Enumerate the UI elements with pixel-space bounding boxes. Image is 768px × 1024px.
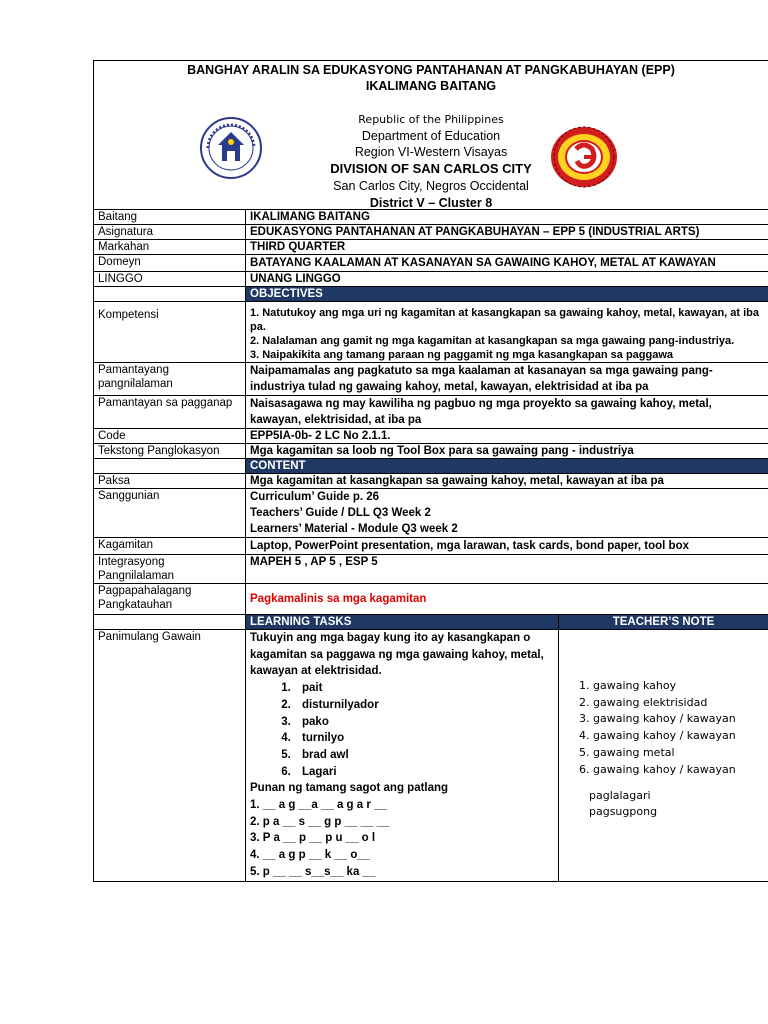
row-pamantayang-pangnilalaman — [94, 363, 768, 396]
row-value: UNANG LINGGO — [246, 272, 768, 287]
task-items — [250, 680, 554, 780]
row-label: Asignatura — [94, 225, 246, 240]
teachers-notes — [559, 630, 768, 882]
band-spacer — [94, 459, 246, 474]
row-value: THIRD QUARTER — [246, 240, 768, 255]
document-subtitle: IKALIMANG BAITANG — [365, 79, 497, 93]
band-spacer — [94, 615, 246, 630]
row-label: Domeyn — [94, 255, 246, 272]
document-title: BANGHAY ARALIN SA EDUKASYONG PANTAHANAN AT PANGKABUHAYAN (EPP) — [187, 63, 675, 77]
content-band-row — [94, 459, 768, 474]
row-kompetensi — [94, 302, 768, 363]
fill-item: 5. p __ __ s__s__ ka __ — [250, 865, 376, 878]
fill-item: 2. p a __ s __ g p __ __ __ — [250, 815, 390, 828]
row-integrasyong — [94, 555, 768, 584]
row-kagamitan — [94, 538, 768, 555]
row-code — [94, 429, 768, 444]
kompetensi-list — [246, 302, 768, 363]
division-text: DIVISION OF SAN CARLOS CITY — [330, 161, 532, 176]
row-pamantayan-sa-pagganap — [94, 396, 768, 429]
deped-seal-icon — [200, 117, 262, 179]
lesson-plan-table — [93, 60, 768, 882]
row-tekstong — [94, 444, 768, 459]
row-value: Mga kagamitan at kasangkapan sa gawaing kahoy, metal, kawayan at iba pa — [246, 474, 768, 489]
row-linggo — [94, 272, 768, 287]
row-label: Integrasyong Pangnilalaman — [94, 555, 246, 584]
row-domeyn — [94, 255, 768, 272]
teachers-note-band: TEACHER’S NOTE — [559, 615, 768, 630]
row-value: Naipamamalas ang pagkatuto sa mga kaalaman at kasanayan sa mga gawaing pang-industriya tulad ng gawaing kahoy, metal, kawayan, elektrisidad at iba pa — [246, 363, 768, 396]
row-value: Pagkamalinis sa mga kagamitan — [246, 584, 768, 615]
row-label: Tekstong Panglokasyon — [94, 444, 246, 459]
row-label: LINGGO — [94, 272, 246, 287]
division-seal-icon — [549, 125, 619, 189]
row-markahan — [94, 240, 768, 255]
row-label: Code — [94, 429, 246, 444]
row-label: Kompetensi — [94, 302, 246, 363]
row-label: Sanggunian — [94, 489, 246, 538]
list-item: 4. gawaing kahoy / kawayan — [593, 728, 764, 745]
list-item: 2. gawaing elektrisidad — [593, 695, 764, 712]
city-text: San Carlos City, Negros Occidental — [333, 179, 529, 193]
fill-item: 4. __ a g p __ k __ o__ — [250, 849, 371, 862]
list-item: 3. pako — [294, 714, 554, 731]
list-item: 1. gawaing kahoy — [593, 678, 764, 695]
kompetensi-item: 1. Natutukoy ang mga uri ng kagamitan at kasangkapan sa gawaing kahoy, metal, kawayan, at iba pa. — [250, 307, 760, 333]
row-panimulang — [94, 630, 768, 882]
row-value: Laptop, PowerPoint presentation, mga larawan, task cards, bond paper, tool box — [246, 538, 768, 555]
row-value: BATAYANG KAALAMAN AT KASANAYAN SA GAWAING KAHOY, METAL AT KAWAYAN — [246, 255, 768, 272]
sanggunian-item: Curriculum’ Guide p. 26 — [250, 491, 380, 503]
list-item: 5. brad awl — [294, 747, 554, 764]
task-intro: Tukuyin ang mga bagay kung ito ay kasangkapan o kagamitan sa paggawa ng mga gawaing kahoy, metal, kawayan at elektrisidad. — [250, 632, 544, 678]
republic-text: Republic of the Philippines — [358, 113, 504, 126]
band-spacer — [94, 287, 246, 302]
row-label: Pagpapahalagang Pangkatauhan — [94, 584, 246, 615]
row-label: Baitang — [94, 210, 246, 225]
lesson-plan-sheet — [93, 60, 768, 882]
sanggunian-item: Learners’ Material - Module Q3 week 2 — [250, 523, 458, 535]
row-value: Naisasagawa ng may kawiliha ng pagbuo ng mga proyekto sa gawaing kahoy, metal, kawayan, elektrisidad, at iba pa — [246, 396, 768, 429]
learning-tasks-band: LEARNING TASKS — [246, 615, 559, 630]
list-item: 6. gawaing kahoy / kawayan — [593, 762, 764, 779]
row-value: IKALIMANG BAITANG — [246, 210, 768, 225]
department-text: Department of Education — [361, 129, 501, 143]
row-sanggunian — [94, 489, 768, 538]
note-extra: paglalagari — [589, 789, 651, 803]
row-label: Pamantayan sa pagganap — [94, 396, 246, 429]
row-value: EDUKASYONG PANTAHANAN AT PANGKABUHAYAN – EPP 5 (INDUSTRIAL ARTS) — [246, 225, 768, 240]
fill-title: Punan ng tamang sagot ang patlang — [250, 782, 449, 795]
row-label: Pamantayang pangnilalaman — [94, 363, 246, 396]
list-item: 3. gawaing kahoy / kawayan — [593, 711, 764, 728]
sanggunian-item: Teachers’ Guide / DLL Q3 Week 2 — [250, 507, 431, 519]
list-item: 4. turnilyo — [294, 730, 554, 747]
fill-item: 1. __ a g __a __ a g a r __ — [250, 799, 387, 812]
row-label: Paksa — [94, 474, 246, 489]
row-pagpapahalagang — [94, 584, 768, 615]
district-text: District V – Cluster 8 — [369, 196, 493, 210]
list-item: 2. disturnilyador — [294, 697, 554, 714]
row-label: Panimulang Gawain — [94, 630, 246, 882]
kompetensi-item: 3. Naipakikita ang tamang paraan ng paggamit ng mga kasangkapan sa paggawa — [250, 349, 674, 361]
row-label: Markahan — [94, 240, 246, 255]
list-item: 1. pait — [294, 680, 554, 697]
row-label: Kagamitan — [94, 538, 246, 555]
list-item: 5. gawaing metal — [593, 745, 764, 762]
learning-tasks-band-row — [94, 615, 768, 630]
row-paksa — [94, 474, 768, 489]
header-row — [94, 61, 768, 210]
list-item: 6. Lagari — [294, 764, 554, 781]
kompetensi-item: 2. Nalalaman ang gamit ng mga kagamitan at kasangkapan sa mga gawaing pang-industriya. — [250, 335, 735, 347]
row-value: MAPEH 5 , AP 5 , ESP 5 — [246, 555, 768, 584]
panimulang-tasks — [246, 630, 559, 882]
sanggunian-list — [246, 489, 768, 538]
content-band: CONTENT — [246, 459, 768, 474]
fill-item: 3. P a __ p __ p u __ o l — [250, 832, 376, 845]
note-items — [563, 678, 764, 778]
document-header — [94, 61, 768, 210]
note-extra: pagsugpong — [589, 805, 658, 819]
row-baitang — [94, 210, 768, 225]
row-value: Mga kagamitan sa loob ng Tool Box para sa gawaing pang - industriya — [246, 444, 768, 459]
objectives-band-row — [94, 287, 768, 302]
row-asignatura — [94, 225, 768, 240]
region-text: Region VI-Western Visayas — [354, 145, 508, 159]
row-value: EPP5IA-0b- 2 LC No 2.1.1. — [246, 429, 768, 444]
objectives-band: OBJECTIVES — [246, 287, 768, 302]
